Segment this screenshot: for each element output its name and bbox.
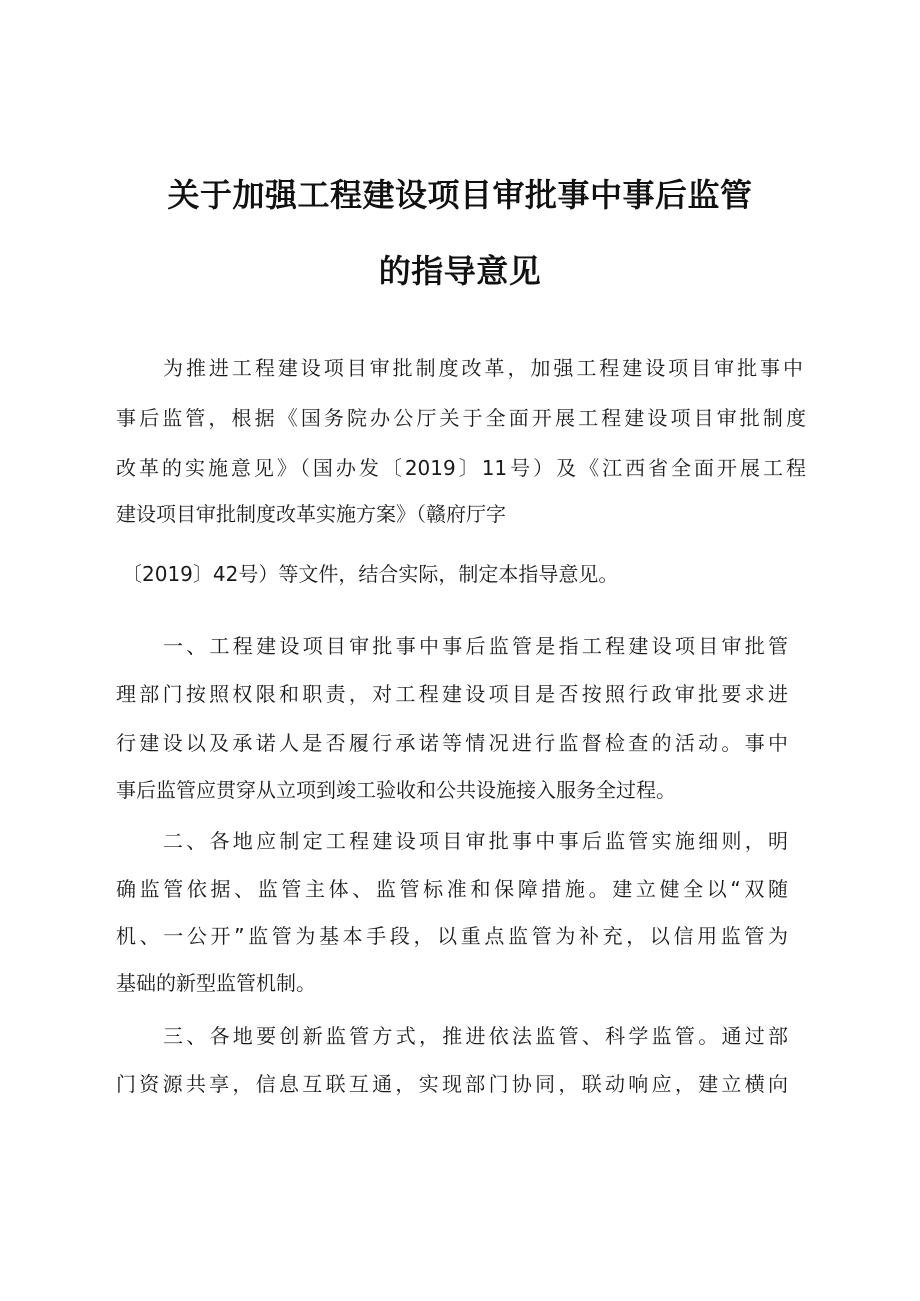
paragraph-3-line-1: 三、各地要创新监管方式，推进依法监管、科学监管。通过部 [163, 1024, 788, 1048]
paragraph-1-line-3: 行建设以及承诺人是否履行承诺等情况进行监督检查的活动。事中 [116, 731, 788, 755]
paragraph-3-line-2: 门资源共享，信息互联互通，实现部门协同，联动响应，建立横向 [116, 1072, 788, 1096]
document-title-line-1: 关于加强工程建设项目审批事中事后监管 [167, 176, 753, 214]
paragraph-intro-line-2: 事后监管，根据《国务院办公厅关于全面开展工程建设项目审批制度 [116, 406, 806, 430]
paragraph-2-line-4: 基础的新型监管机制。 [116, 971, 316, 995]
paragraph-intro-line-4: 建设项目审批制度改革实施方案》（赣府厅字 [116, 502, 506, 526]
paragraph-2-line-1: 二、各地应制定工程建设项目审批事中事后监管实施细则，明 [163, 829, 788, 853]
paragraph-intro-line-1: 为推进工程建设项目审批制度改革，加强工程建设项目审批事中 [163, 356, 803, 380]
paragraph-2-line-2: 确监管依据、监管主体、监管标准和保障措施。建立健全以“双随 [116, 877, 788, 901]
document-title-line-2: 的指导意见 [378, 252, 542, 290]
paragraph-intro-line-3: 改革的实施意见》（国办发〔2019〕11号）及《江西省全面开展工程 [116, 456, 806, 480]
paragraph-2-line-3: 机、一公开”监管为基本手段，以重点监管为补充，以信用监管为 [116, 924, 788, 948]
paragraph-1-line-4: 事后监管应贯穿从立项到竣工验收和公共设施接入服务全过程。 [116, 778, 676, 802]
paragraph-intro-line-5: 〔2019〕42号）等文件，结合实际，制定本指导意见。 [122, 562, 619, 586]
paragraph-1-line-1: 一、工程建设项目审批事中事后监管是指工程建设项目审批管 [163, 634, 788, 658]
paragraph-1-line-2: 理部门按照权限和职责，对工程建设项目是否按照行政审批要求进 [116, 682, 788, 706]
